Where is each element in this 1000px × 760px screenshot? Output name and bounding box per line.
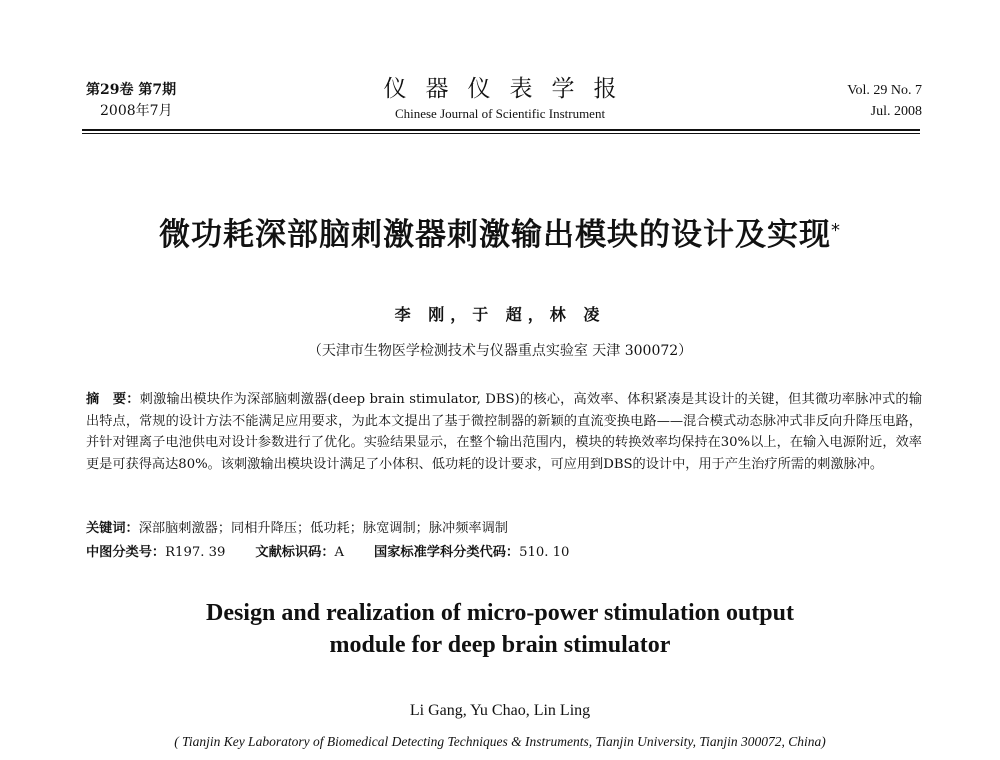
title-footnote-mark: * [831, 220, 841, 241]
paper-title-en-line1: Design and realization of micro-power stimulation output [205, 600, 794, 626]
keywords-cn [86, 517, 922, 536]
clc-label: 中图分类号： [86, 545, 166, 560]
paper-title-en-line2: module for deep brain stimulator [329, 632, 671, 658]
volume-issue-en: Vol. 29 No. 7 [847, 83, 922, 98]
journal-issue-info-en [847, 80, 922, 122]
affiliation-en: ( Tianjin Key Laboratory of Biomedical Detecting Techniques & Instruments, Tianjin University, Tianjin 300072, China) [174, 734, 826, 749]
journal-issue-info [86, 80, 176, 122]
clc-value: R197. 39 [165, 545, 226, 560]
issue-date-cn: 2008年7月 [100, 103, 173, 119]
abstract-text: 刺激输出模块作为深部脑刺激器(deep brain stimulator, DBS)的核心，高效率、体积紧凑是其设计的关键，但其微功率脉冲式的输出特点，常规的设计方法不能满足应用要求，为此本文提出了基于微控制器的新颖的直流变换电路——混合模式动态脉冲式非反向升降压电路，并针对锂离子电池供电对设计参数进行了优化。实验结果显示，在整个输出范围内，模块的转换效率均保持在30%以上，在输入电源附近，效率更是可获得高达80%。该刺激输出模块设计满足了小体积、低功耗的设计要求，可应用到DBS的设计中，用于产生治疗所需的刺激脉冲。 [86, 392, 923, 472]
abstract-cn [86, 389, 922, 475]
affiliation-cn: （天津市生物医学检测技术与仪器重点实验室 天津 300072） [307, 343, 693, 359]
journal-name-cn: 仪器仪表学报 [383, 76, 636, 102]
subject-code-label: 国家标准学科分类代码： [374, 545, 520, 560]
journal-name [330, 74, 670, 123]
paper-title-cn-text: 微功耗深部脑刺激器刺激输出模块的设计及实现 [159, 217, 831, 253]
authors-cn: 李 刚，于 超，林 凌 [394, 305, 606, 324]
classification-line [86, 541, 922, 560]
volume-issue: 第29卷 第7期 [86, 82, 177, 98]
journal-name-en: Chinese Journal of Scientific Instrument [394, 106, 606, 121]
subject-code-value: 510. 10 [519, 545, 570, 560]
abstract-label: 摘 要： [86, 392, 140, 407]
issue-date-en: Jul. 2008 [870, 104, 922, 119]
paper-title-en [0, 597, 1000, 661]
doc-code-label: 文献标识码： [255, 545, 335, 560]
authors-en: Li Gang, Yu Chao, Lin Ling [409, 702, 591, 719]
header-rule-thick [82, 129, 920, 131]
keywords-label: 关键词： [86, 521, 139, 536]
doc-code-value: A [334, 545, 345, 560]
header-rule-thin [82, 133, 920, 134]
paper-title-cn [0, 215, 1000, 255]
keywords-text: 深部脑刺激器；同相升降压；低功耗；脉宽调制；脉冲频率调制 [138, 521, 508, 536]
